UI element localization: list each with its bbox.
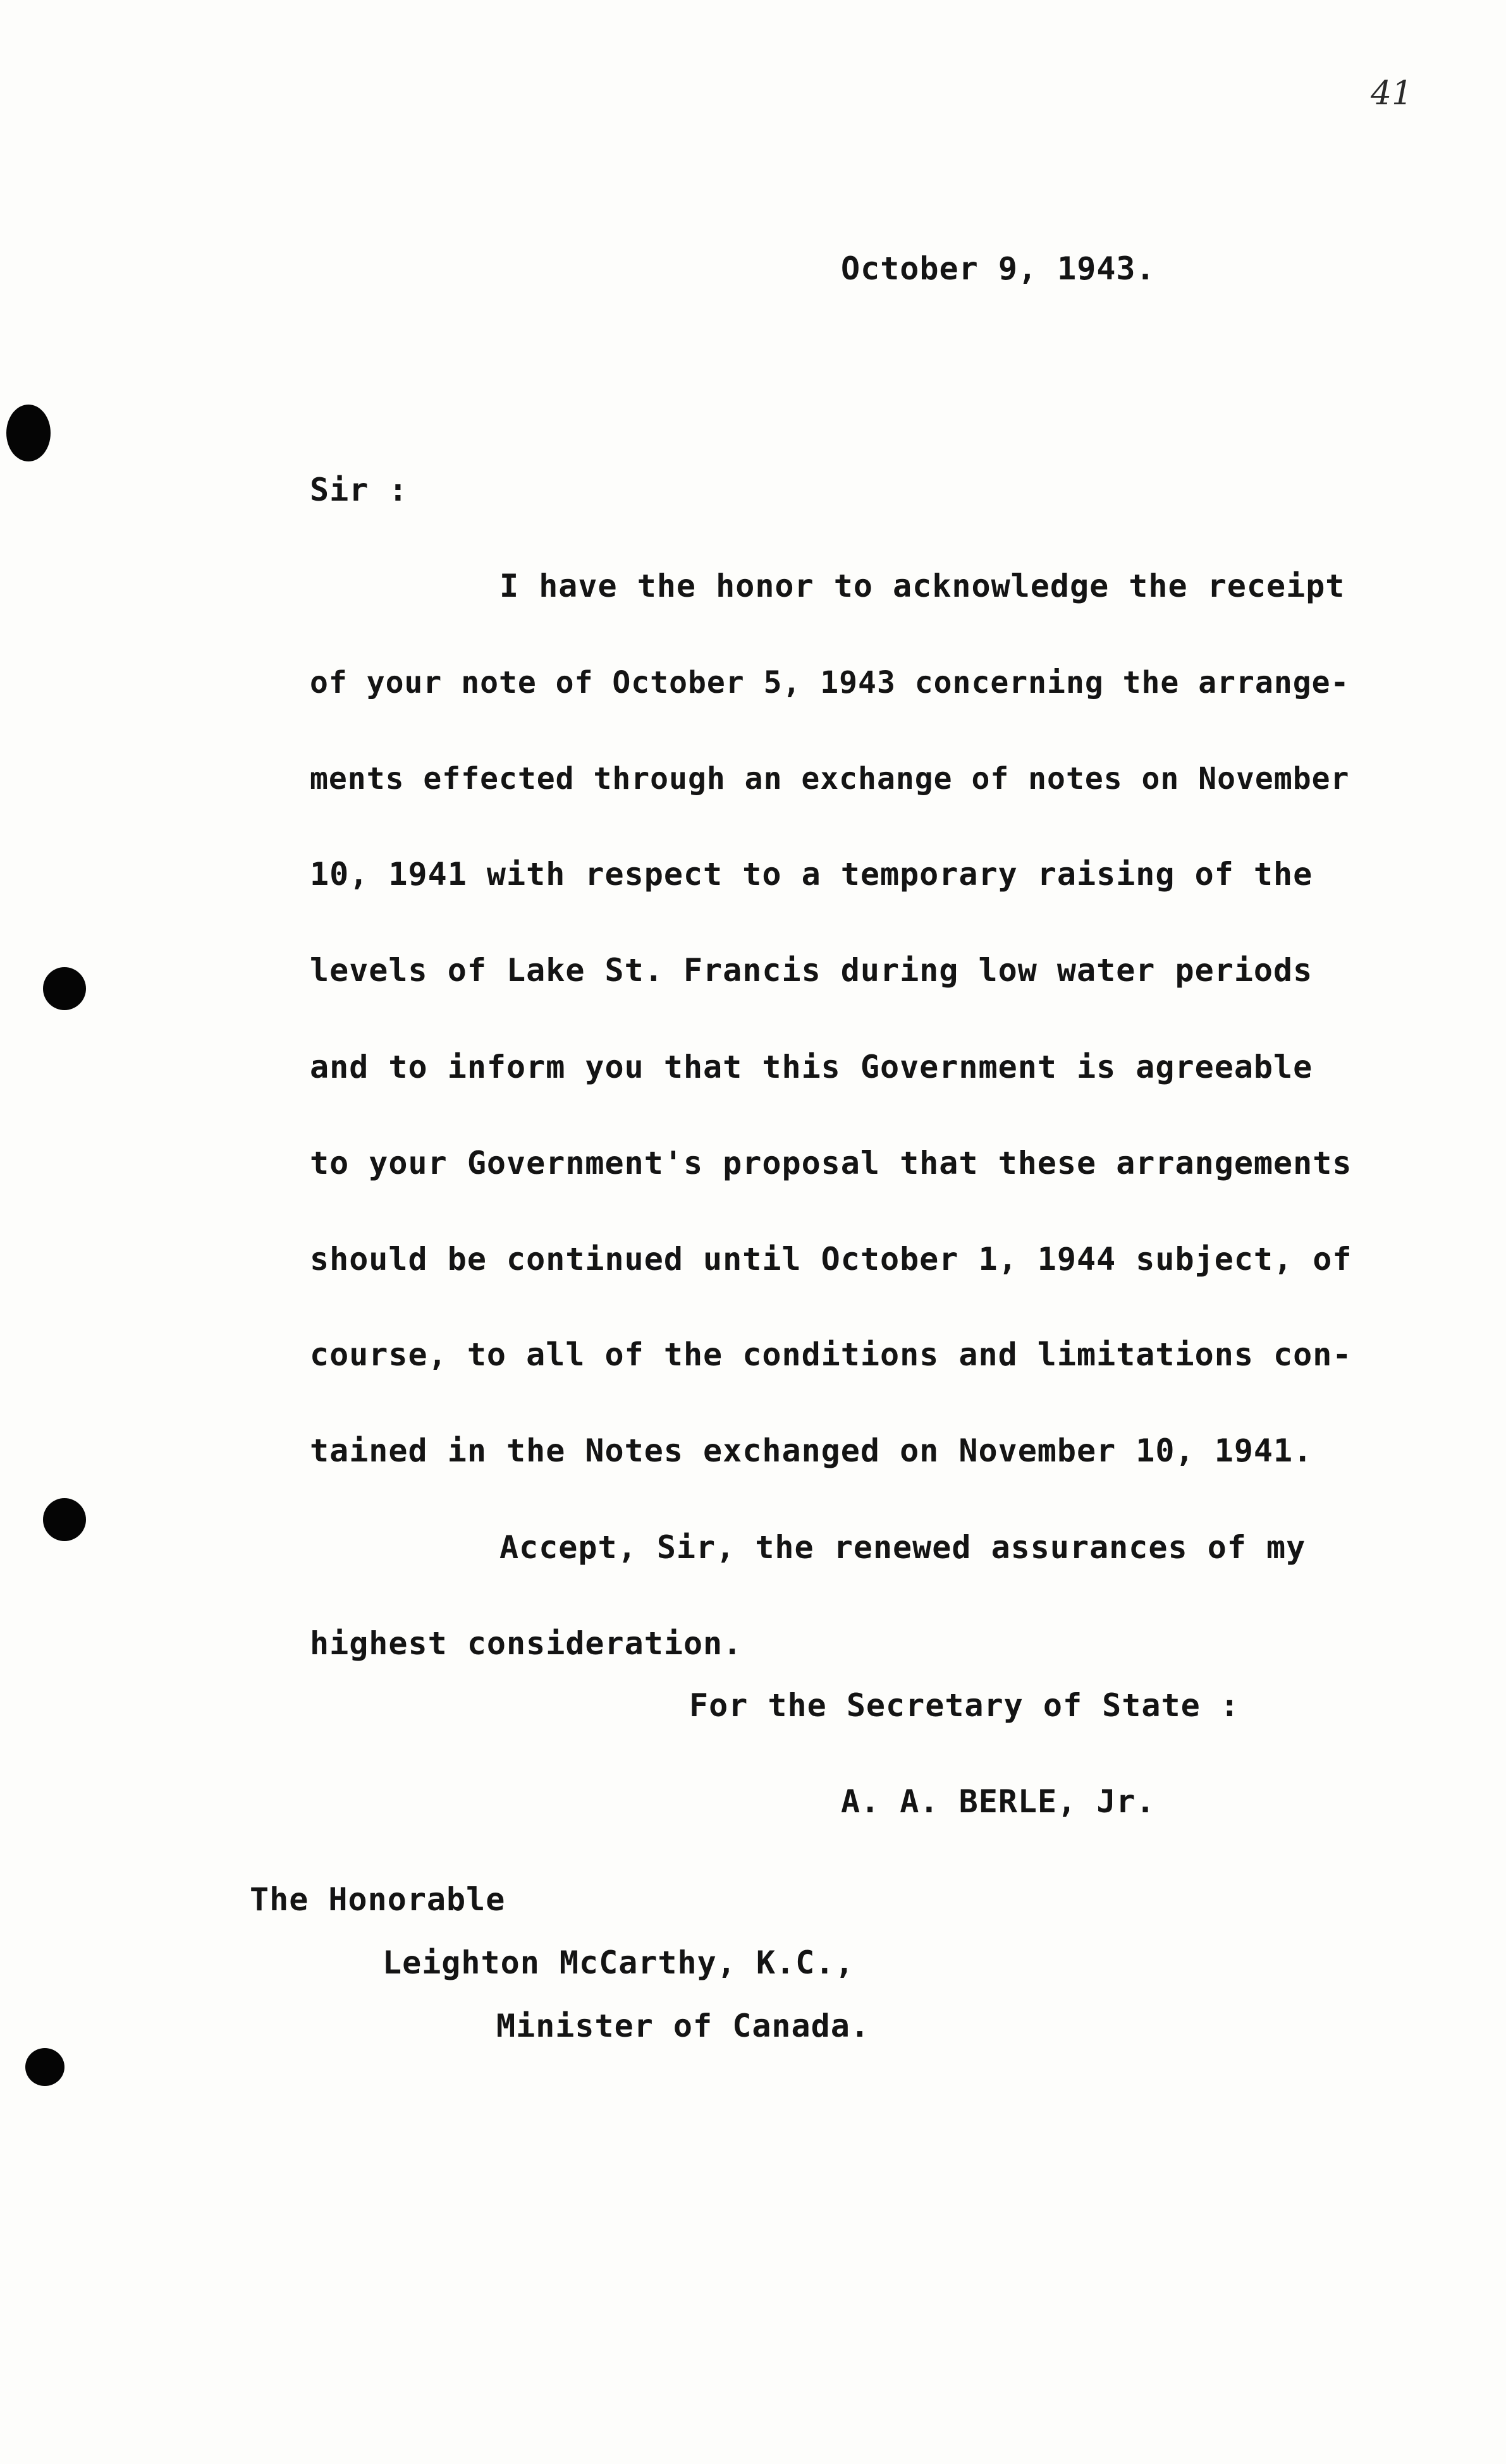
addressee-line: Minister of Canada. xyxy=(496,2008,870,2044)
addressee-line: Leighton McCarthy, K.C., xyxy=(383,1944,855,1981)
body-line: course, to all of the conditions and limitations con- xyxy=(310,1336,1352,1373)
binding-mark-bottom xyxy=(25,2048,64,2086)
closing-line: Accept, Sir, the renewed assurances of my xyxy=(499,1529,1306,1566)
body-line: ments effected through an exchange of notes on November xyxy=(310,761,1350,796)
signature-for-line: For the Secretary of State : xyxy=(689,1687,1240,1724)
binding-mark-top xyxy=(6,405,51,461)
letter-date: October 9, 1943. xyxy=(841,250,1156,287)
body-line: to your Government's proposal that these arrangements xyxy=(310,1145,1352,1181)
body-line: 10, 1941 with respect to a temporary raising of the xyxy=(310,856,1313,893)
punch-hole-lower xyxy=(43,1498,86,1541)
body-line: and to inform you that this Government is agreeable xyxy=(310,1049,1313,1085)
punch-hole-upper xyxy=(43,967,86,1010)
signer-name: A. A. BERLE, Jr. xyxy=(841,1783,1156,1820)
body-line: of your note of October 5, 1943 concerning the arrange- xyxy=(310,665,1350,700)
closing-line: highest consideration. xyxy=(310,1625,743,1662)
page-number: 41 xyxy=(1371,75,1413,113)
body-line: levels of Lake St. Francis during low water periods xyxy=(310,952,1313,989)
addressee-line: The Honorable xyxy=(250,1881,506,1918)
body-line: I have the honor to acknowledge the receipt xyxy=(499,568,1345,604)
body-line: tained in the Notes exchanged on November 10, 1941. xyxy=(310,1432,1313,1469)
salutation: Sir : xyxy=(310,472,408,508)
body-line: should be continued until October 1, 1944 subject, of xyxy=(310,1241,1352,1278)
